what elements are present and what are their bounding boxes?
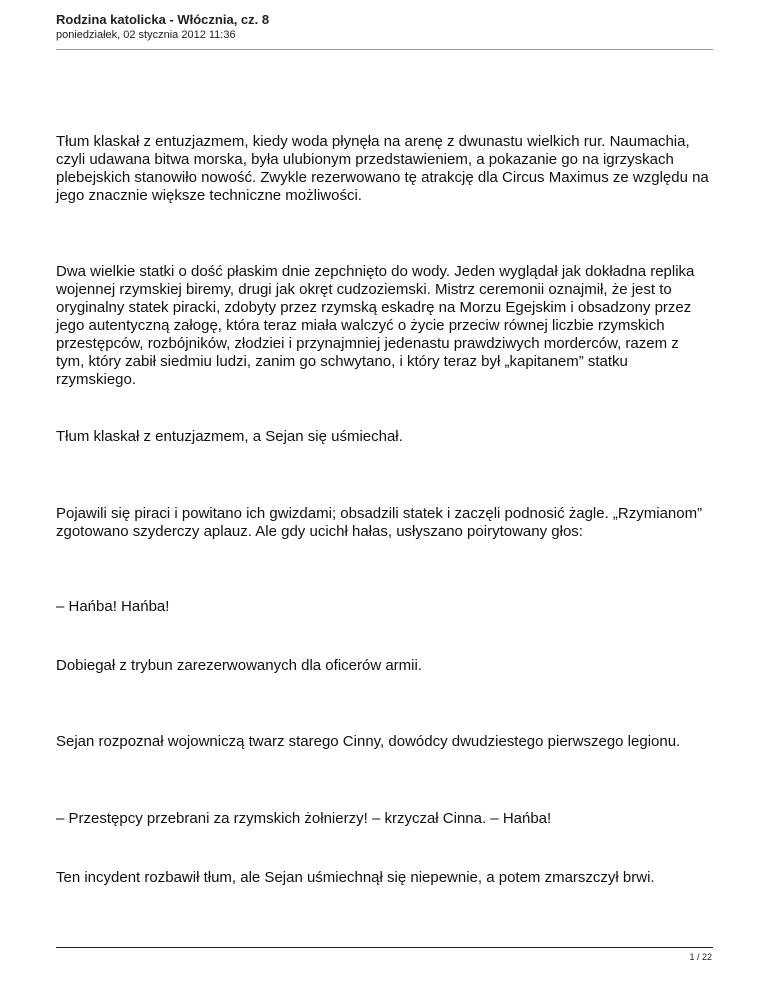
paragraph-4: Pojawili się piraci i powitano ich gwizdami; obsadzili statek i zaczęli podnosić żagle. „Rzymianom” zgotowano szyderczy aplauz. Ale gdy ucichł hałas, usłyszano poirytowany głos:	[56, 505, 703, 540]
document-header	[56, 12, 713, 42]
document-date: poniedziałek, 02 stycznia 2012 11:36	[56, 29, 236, 41]
paragraph-7: Sejan rozpoznał wojowniczą twarz starego Cinny, dowódcy dwudziestego pierwszego legionu.	[56, 733, 681, 750]
paragraph-9: Ten incydent rozbawił tłum, ale Sejan uśmiechnął się niepewnie, a potem zmarszczył brwi.	[56, 869, 655, 886]
document-title: Rodzina katolicka - Włócznia, cz. 8	[56, 12, 270, 27]
header-divider	[56, 49, 713, 50]
paragraph-3: Tłum klaskał z entuzjazmem, a Sejan się uśmiechał.	[56, 428, 403, 445]
paragraph-2: Dwa wielkie statki o dość płaskim dnie zepchnięto do wody. Jeden wyglądał jak dokładna replika wojennej rzymskiej biremy, drugi jak okręt cudzoziemski. Mistrz ceremonii oznajmił, że jest to oryginalny statek piracki, zdobyty przez rzymską eskadrę na Morzu Egejskim i obsadzony przez jego autentyczną załogę, która teraz miała walczyć o życie przeciw równej liczbie rzymskich przestępców, rozbójników, złodziei i przynajmniej jedenastu prawdziwych morderców, razem z tym, który zabił siedmiu ludzi, zanim go schwytano, i który teraz był „kapitanem” statku rzymskiego.	[56, 263, 695, 388]
page-number: 1 / 22	[689, 952, 712, 962]
footer-divider	[56, 947, 713, 948]
paragraph-5: – Hańba! Hańba!	[56, 598, 170, 615]
paragraph-6: Dobiegał z trybun zarezerwowanych dla oficerów armii.	[56, 657, 422, 674]
paragraph-8: – Przestępcy przebrani za rzymskich żołnierzy! – krzyczał Cinna. – Hańba!	[56, 810, 552, 827]
paragraph-1: Tłum klaskał z entuzjazmem, kiedy woda płynęła na arenę z dwunastu wielkich rur. Naumachia, czyli udawana bitwa morska, była ulubionym przedstawieniem, a pokazanie go na igrzyskach plebejskich stanowiło nowość. Zwykle rezerwowano tę atrakcję dla Circus Maximus ze względu na jego znacznie większe techniczne możliwości.	[56, 133, 709, 204]
